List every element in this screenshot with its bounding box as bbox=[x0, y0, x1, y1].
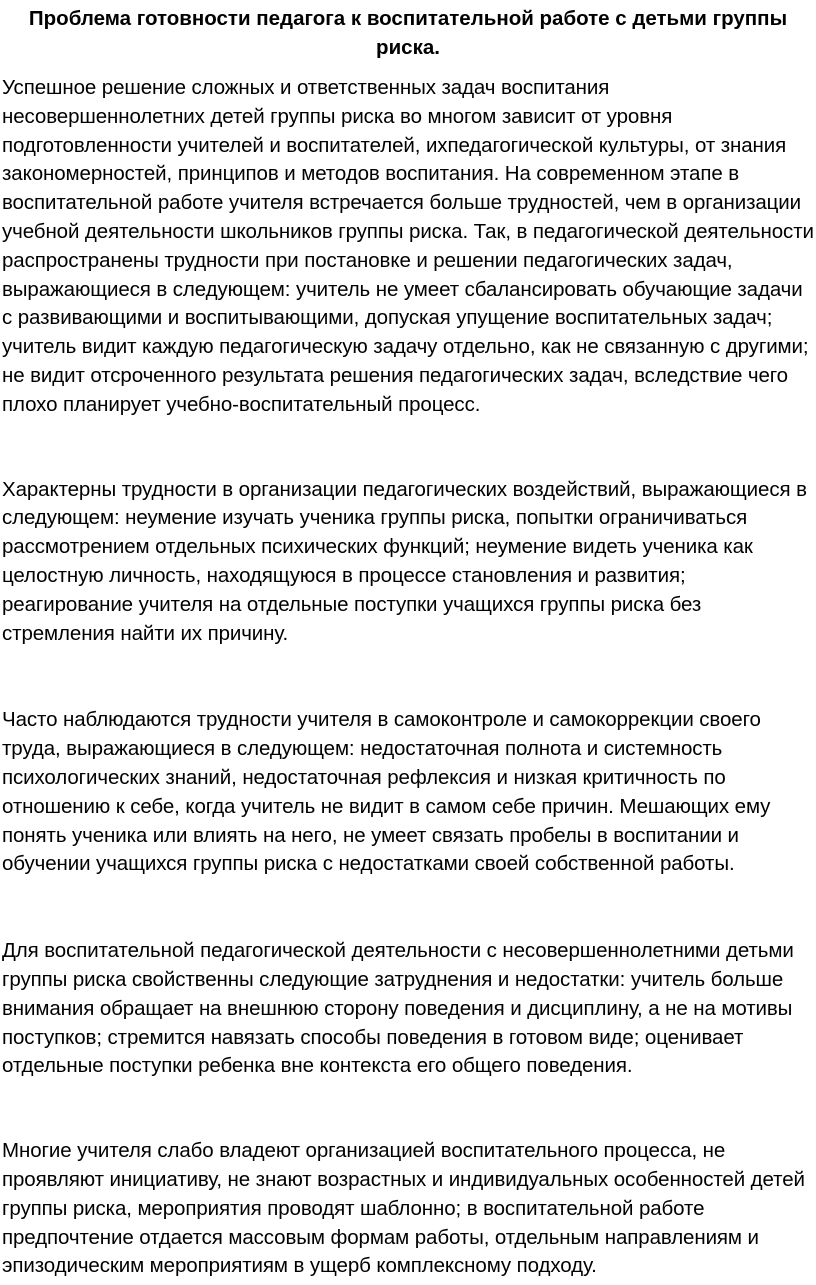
paragraph-5: Многие учителя слабо владеют организацией воспитательного процесса, не проявляют инициативу, не знают возрастных и индивидуальных особенностей детей группы риска, мероприятия проводят шаблонно; в воспитательной работе предпочтение отдается массовым формам работы, отдельным направлениям и эпизодическим мероприятиям в ущерб комплексному подходу. bbox=[2, 1139, 805, 1278]
paragraph-2: Характерны трудности в организации педагогических воздействий, выражающиеся в следующем: неумение изучать ученика группы риска, попытки ограничиваться рассмотрением отдельных психических функций; неумение видеть ученика как целостную личность, находящуюся в процессе становления и развития; реагирование учителя на отдельные поступки учащихся группы риска без стремления найти их причину. bbox=[2, 477, 807, 645]
paragraph-spacer bbox=[2, 648, 814, 706]
paragraph-spacer bbox=[2, 1081, 814, 1137]
paragraph-1: Успешное решение сложных и ответственных задач воспитания несовершеннолетних детей группы риска во многом зависит от уровня подготовленности учителей и воспитателей, ихпедагогической культуры, от знания закономерностей, принципов и методов воспитания. На современном этапе в воспитательной работе учителя встречается больше трудностей, чем в организации учебной деятельности школьников группы риска. Так, в педагогической деятельности распространены трудности при постановке и решении педагогических задач, выражающиеся в следующем: учитель не умеет сбалансировать обучающие задачи с развивающими и воспитывающими, допуская упущение воспитательных задач; учитель видит каждую педагогическую задачу отдельно, как не связанную с другими; не видит отсроченного результата решения педагогических задач, вследствие чего плохо планирует учебно-воспитательный процесс. bbox=[2, 76, 814, 416]
paragraph-spacer bbox=[2, 420, 814, 476]
paragraph-spacer bbox=[2, 879, 814, 937]
paragraph-4: Для воспитательной педагогической деятельности с несовершеннолетними детьми группы риска свойственны следующие затруднения и недостатки: учитель больше внимания обращает на внешнюю сторону поведения и дисциплину, а не на мотивы поступков; стремится навязать способы поведения в готовом виде; оценивает отдельные поступки ребенка вне контекста его общего поведения. bbox=[2, 939, 794, 1078]
document-title: Проблема готовности педагога к воспитательной работе с детьми группы риска. bbox=[28, 7, 788, 59]
paragraph-3: Часто наблюдаются трудности учителя в самоконтроле и самокоррекции своего труда, выражающиеся в следующем: недостаточная полнота и системность психологических знаний, недостаточная рефлексия и низкая критичность по отношению к себе, когда учитель не видит в самом себе причин. Мешающих ему понять ученика или влиять на него, не умеет связать пробелы в воспитании и обучении учащихся группы риска с недостатками своей собственной работы. bbox=[2, 708, 771, 876]
